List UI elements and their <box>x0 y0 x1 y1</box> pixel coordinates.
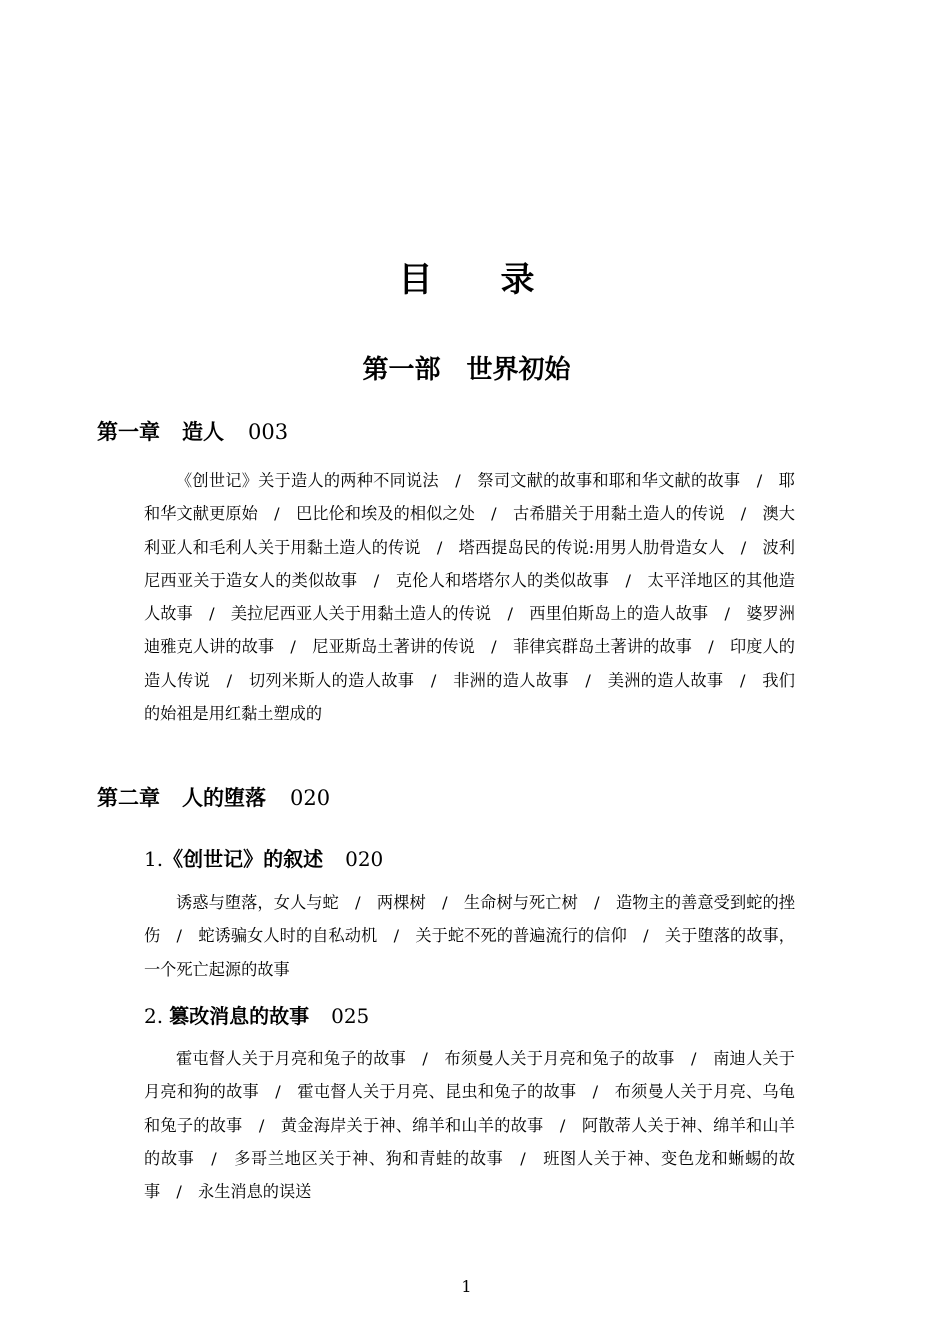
page-number: 1 <box>461 1277 472 1296</box>
chapter-label: 第一章 <box>97 419 160 444</box>
part-title: 第一部 世界初始 <box>362 355 571 385</box>
section-contents: 霍屯督人关于月亮和兔子的故事 / 布须曼人关于月亮和兔子的故事 / 南迪人关于月亮和狗的故事 / 霍屯督人关于月亮、昆虫和兔子的故事 / 布须曼人关于月亮、乌龟和兔子的故事 / 黄金海岸关于神、绵羊和山羊的故事 / 阿散蒂人关于神、绵羊和山羊的故事 / 多哥兰地区关于神、狗和青蛙的故事 / 班图人关于神、变色龙和蜥蜴的故事 / 永生消息的误送 <box>144 1049 795 1202</box>
section-number: 2. <box>144 1004 164 1028</box>
section-title: 《创世记》的叙述 <box>163 847 324 871</box>
section-title: 篡改消息的故事 <box>169 1004 310 1028</box>
chapter-heading <box>97 417 288 447</box>
chapter-page-number: 020 <box>290 786 331 810</box>
section-page-number: 020 <box>345 847 384 871</box>
chapter-label: 第二章 <box>97 785 160 810</box>
section-number: 1. <box>144 847 164 871</box>
section-heading <box>144 844 383 874</box>
chapter-page-number: 003 <box>248 420 289 444</box>
toc-title: 目录 <box>398 260 603 300</box>
section-heading <box>144 1001 369 1031</box>
chapter-contents: 《创世记》关于造人的两种不同说法 / 祭司文献的故事和耶和华文献的故事 / 耶和华文献更原始 / 巴比伦和埃及的相似之处 / 古希腊关于用黏土造人的传说 / 澳大利亚人和毛利人关于用黏土造人的传说 / 塔西提岛民的传说:用男人肋骨造女人 / 波利尼西亚关于造女人的类似故事 / 克伦人和塔塔尔人的类似故事 / 太平洋地区的其他造人故事 / 美拉尼西亚人关于用黏土造人的传说 / 西里伯斯岛上的造人故事 / 婆罗洲迪雅克人讲的故事 / 尼亚斯岛土著讲的传说 / 菲律宾群岛土著讲的故事 / 印度人的造人传说 / 切列米斯人的造人故事 / 非洲的造人故事 / 美洲的造人故事 / 我们的始祖是用红黏土塑成的 <box>144 471 795 724</box>
chapter-title: 造人 <box>182 419 224 444</box>
chapter-title: 人的堕落 <box>182 785 266 810</box>
section-contents: 诱惑与堕落，女人与蛇 / 两棵树 / 生命树与死亡树 / 造物主的善意受到蛇的挫伤 / 蛇诱骗女人时的自私动机 / 关于蛇不死的普遍流行的信仰 / 关于堕落的故事，一个死亡起源的故事 <box>144 893 795 979</box>
section-page-number: 025 <box>331 1004 370 1028</box>
chapter-heading <box>97 783 330 813</box>
